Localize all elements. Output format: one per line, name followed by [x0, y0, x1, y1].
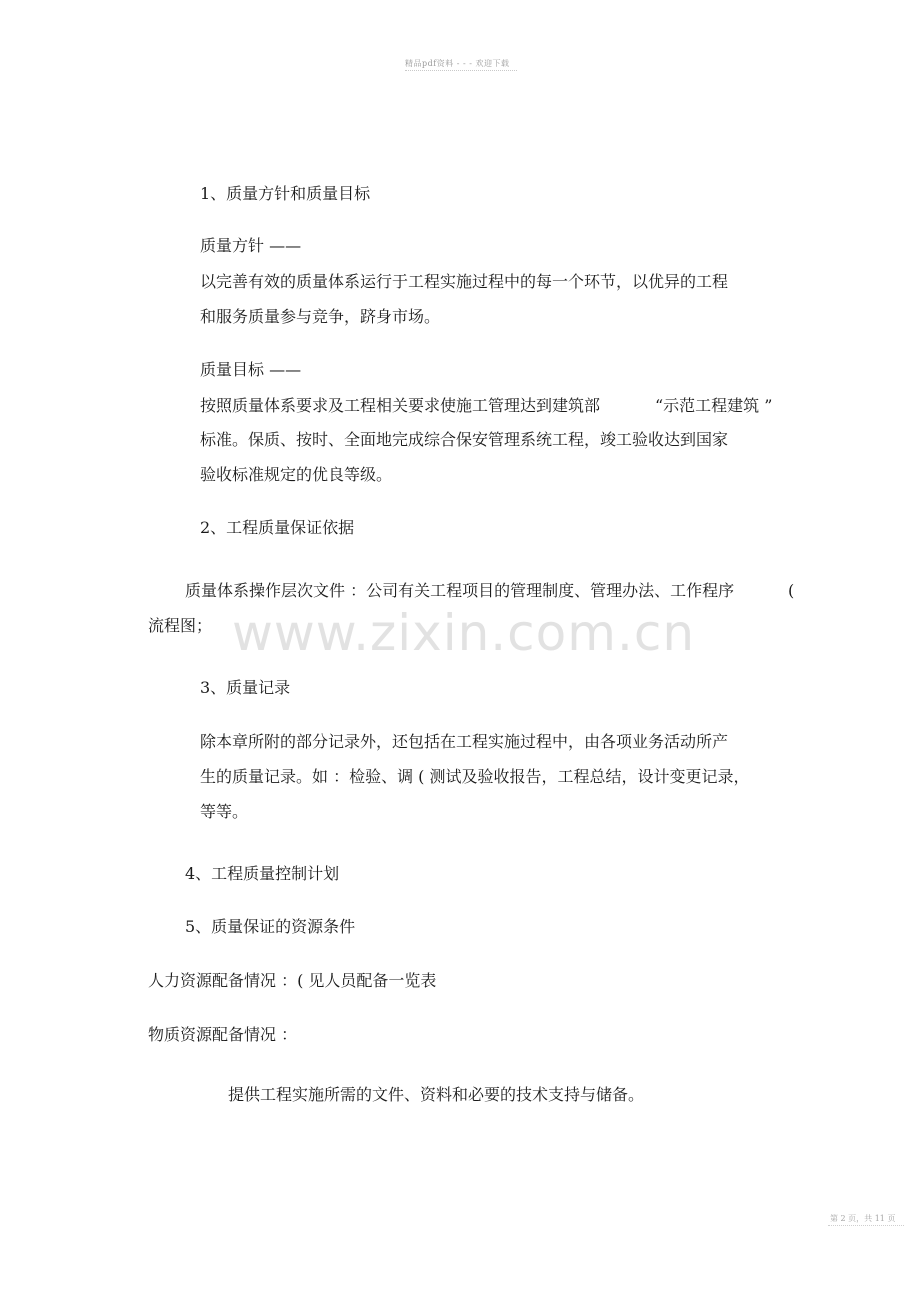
material-resources-detail: 提供工程实施所需的文件、资料和必要的技术支持与储备。 — [228, 1085, 645, 1104]
header-dotted-rule — [405, 70, 517, 71]
quality-goal-line-1: 按照质量体系要求及工程相关要求使施工管理达到建筑部 — [200, 396, 601, 415]
quality-goal-line-3: 验收标准规定的优良等级。 — [200, 465, 393, 484]
quality-goal-label: 质量目标 —— — [200, 360, 302, 379]
quality-basis-line-2: 流程图； — [148, 616, 213, 635]
footer-dotted-rule — [828, 1225, 904, 1226]
watermark: www.zixin.com.cn — [232, 604, 696, 662]
section-heading-2: 2、工程质量保证依据 — [200, 518, 355, 537]
quality-policy-line-1: 以完善有效的质量体系运行于工程实施过程中的每一个环节，以优异的工程 — [200, 272, 729, 291]
material-resources-line: 物质资源配备情况 ： — [148, 1025, 298, 1044]
page-header: 精品pdf资料 - - - 欢迎下载 — [405, 59, 510, 68]
section-heading-1: 1、质量方针和质量目标 — [200, 184, 371, 203]
quality-basis-paren: ( — [788, 581, 795, 600]
quality-basis-line-1: 质量体系操作层次文件 ：公司有关工程项目的管理制度、管理办法、工作程序 — [185, 581, 735, 600]
human-resources-line: 人力资源配备情况 ：( 见人员配备一览表 — [148, 971, 437, 990]
section-heading-4: 4、工程质量控制计划 — [185, 864, 340, 883]
quality-goal-line-2: 标准。保质、按时、全面地完成综合保安管理系统工程，竣工验收达到国家 — [200, 430, 729, 449]
quality-policy-label: 质量方针 —— — [200, 236, 302, 255]
quality-policy-line-2: 和服务质量参与竞争，跻身市场。 — [200, 307, 441, 326]
quality-record-line-2: 生的质量记录。如 ：检验、调 ( 测试及验收报告，工程总结，设计变更记录， — [200, 767, 750, 786]
quality-record-line-1: 除本章所附的部分记录外，还包括在工程实施过程中，由各项业务活动所产 — [200, 732, 729, 751]
page-number-footer: 第 2 页，共 11 页 — [830, 1214, 896, 1223]
section-heading-3: 3、质量记录 — [200, 678, 291, 697]
section-heading-5: 5、质量保证的资源条件 — [185, 917, 356, 936]
quality-record-line-3: 等等。 — [200, 802, 249, 821]
quality-goal-quote: “示范工程建筑 ” — [655, 396, 773, 415]
